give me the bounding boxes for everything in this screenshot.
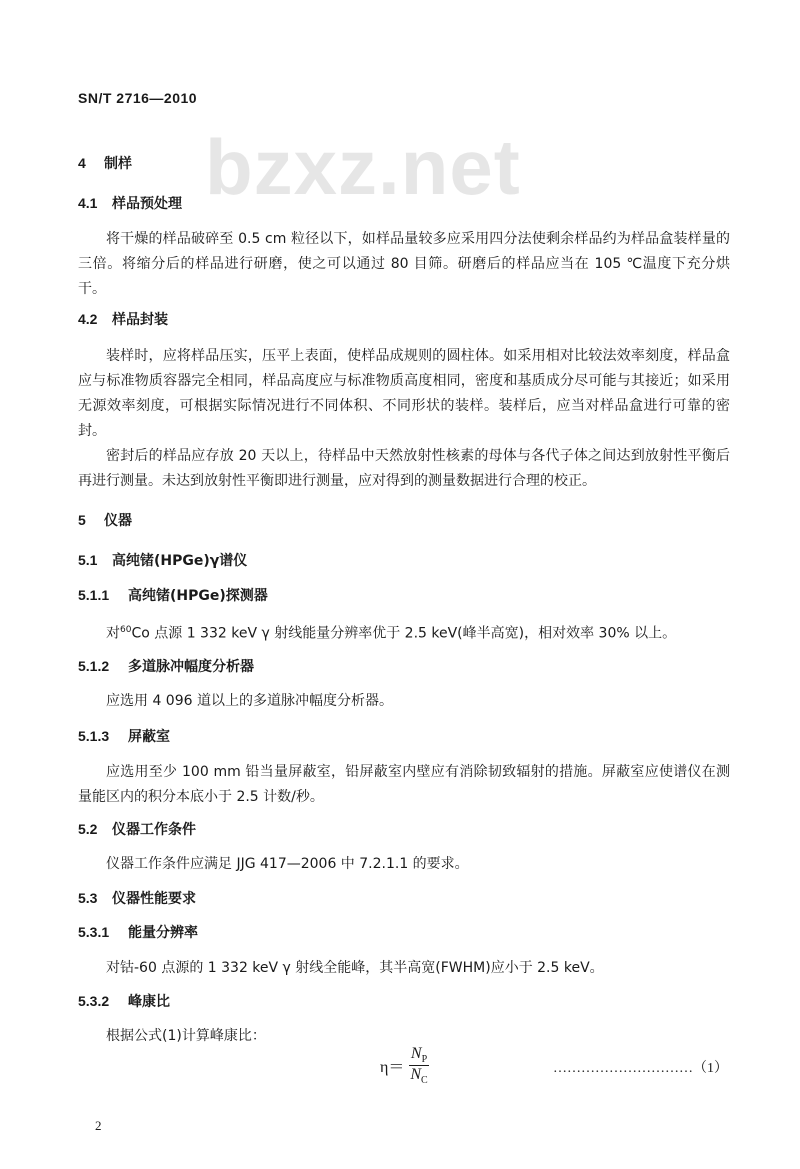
- paragraph-5-1-1: [78, 618, 730, 647]
- section-number: 5: [78, 512, 86, 528]
- section-title: 仪器性能要求: [112, 891, 196, 907]
- paragraph-4-2: [78, 344, 730, 494]
- peak-compton-ratio-formula: [380, 1045, 430, 1086]
- formula-denominator: [408, 1066, 429, 1086]
- section-5-3-1-heading: [78, 922, 198, 942]
- section-5-3-2-heading: [78, 991, 170, 1011]
- section-title: 样品封装: [112, 312, 168, 328]
- section-title: 高纯锗(HPGe)探测器: [128, 588, 268, 604]
- paragraph-4-1: [78, 227, 730, 302]
- section-title: 峰康比: [128, 994, 170, 1010]
- section-5-heading: [78, 510, 132, 530]
- paragraph-text: 装样时，应将样品压实，压平上表面，使样品成规则的圆柱体。如采用相对比较法效率刻度，样品盒应与标准物质容器完全相同，样品高度应与标准物质高度相同，密度和基质成分尽可能与其接近；如采用无源效率刻度，可根据实际情况进行不同体积、不同形状的装样。装样后，应当对样品盒进行可靠的密封。: [78, 348, 730, 439]
- section-number: 5.2: [78, 821, 98, 837]
- section-5-2-heading: [78, 819, 196, 839]
- paragraph-text: 将干燥的样品破碎至 0.5 cm 粒径以下，如样品量较多应采用四分法使剩余样品约为样品盒装样量的三倍。将缩分后的样品进行研磨，使之可以通过 80 目筛。研磨后的样品应当在 105 ℃温度下充分烘干。: [78, 231, 730, 297]
- formula-fraction: [408, 1045, 429, 1086]
- section-title: 制样: [104, 156, 132, 172]
- section-number: 5.3.2: [78, 993, 110, 1009]
- section-number: 5.1.3: [78, 728, 110, 744]
- paragraph-text: 应选用至少 100 mm 铅当量屏蔽室，铅屏蔽室内壁应有消除韧致辐射的措施。屏蔽室应使谱仪在测量能区内的积分本底小于 2.5 计数/秒。: [78, 764, 730, 805]
- section-5-3-heading: [78, 888, 196, 908]
- section-title: 仪器: [104, 513, 132, 529]
- paragraph-text: Co 点源 1 332 keV γ 射线能量分辨率优于 2.5 keV(峰半高宽)，相对效率 30% 以上。: [131, 625, 677, 642]
- section-title: 多道脉冲幅度分析器: [128, 659, 254, 675]
- isotope-superscript: 60: [120, 625, 132, 635]
- section-number: 4.1: [78, 195, 98, 211]
- standard-code-header: SN/T 2716—2010: [78, 90, 198, 106]
- section-number: 4: [78, 155, 86, 171]
- section-4-2-heading: [78, 309, 168, 329]
- section-5-1-heading: [78, 550, 247, 570]
- formula-lhs: η＝: [380, 1059, 405, 1077]
- section-number: 5.1.2: [78, 658, 110, 674]
- formula-numerator: [409, 1045, 429, 1066]
- paragraph-5-1-2: [78, 689, 730, 714]
- section-5-1-1-heading: [78, 585, 268, 605]
- section-4-heading: [78, 153, 132, 173]
- page-number: 2: [95, 1118, 102, 1133]
- equation-number: …………………………（1）: [553, 1061, 728, 1076]
- section-title: 仪器工作条件: [112, 822, 196, 838]
- section-title: 屏蔽室: [128, 729, 170, 745]
- paragraph-text: 对钴-60 点源的 1 332 keV γ 射线全能峰，其半高宽(FWHM)应小于 2.5 keV。: [106, 960, 604, 976]
- section-number: 4.2: [78, 311, 98, 327]
- section-title: 能量分辨率: [128, 925, 198, 941]
- section-number: 5.3: [78, 890, 98, 906]
- section-title: 高纯锗(HPGe)γ谱仪: [112, 553, 248, 569]
- paragraph-text: 应选用 4 096 道以上的多道脉冲幅度分析器。: [106, 693, 393, 709]
- paragraph-5-2: [78, 852, 730, 877]
- paragraph-text: 密封后的样品应存放 20 天以上，待样品中天然放射性核素的母体与各代子体之间达到放射性平衡后再进行测量。未达到放射性平衡即进行测量，应对得到的测量数据进行合理的校正。: [78, 448, 730, 489]
- section-number: 5.1: [78, 552, 98, 568]
- paragraph-5-3-1: [78, 956, 730, 981]
- numerator-subscript: P: [421, 1054, 428, 1066]
- section-number: 5.1.1: [78, 587, 110, 603]
- section-5-1-2-heading: [78, 656, 254, 676]
- paragraph-text-prefix: 对: [106, 625, 120, 642]
- paragraph-text: 仪器工作条件应满足 JJG 417—2006 中 7.2.1.1 的要求。: [106, 856, 469, 872]
- denominator-subscript: C: [421, 1075, 428, 1087]
- section-title: 样品预处理: [112, 196, 182, 212]
- paragraph-5-1-3: [78, 760, 730, 810]
- section-4-1-heading: [78, 193, 182, 213]
- section-number: 5.3.1: [78, 924, 110, 940]
- watermark: bzxz.net: [205, 123, 521, 211]
- section-5-1-3-heading: [78, 726, 170, 746]
- numerator-symbol: N: [410, 1045, 422, 1062]
- paragraph-text: 根据公式(1)计算峰康比：: [106, 1028, 266, 1044]
- denominator-symbol: N: [410, 1066, 422, 1084]
